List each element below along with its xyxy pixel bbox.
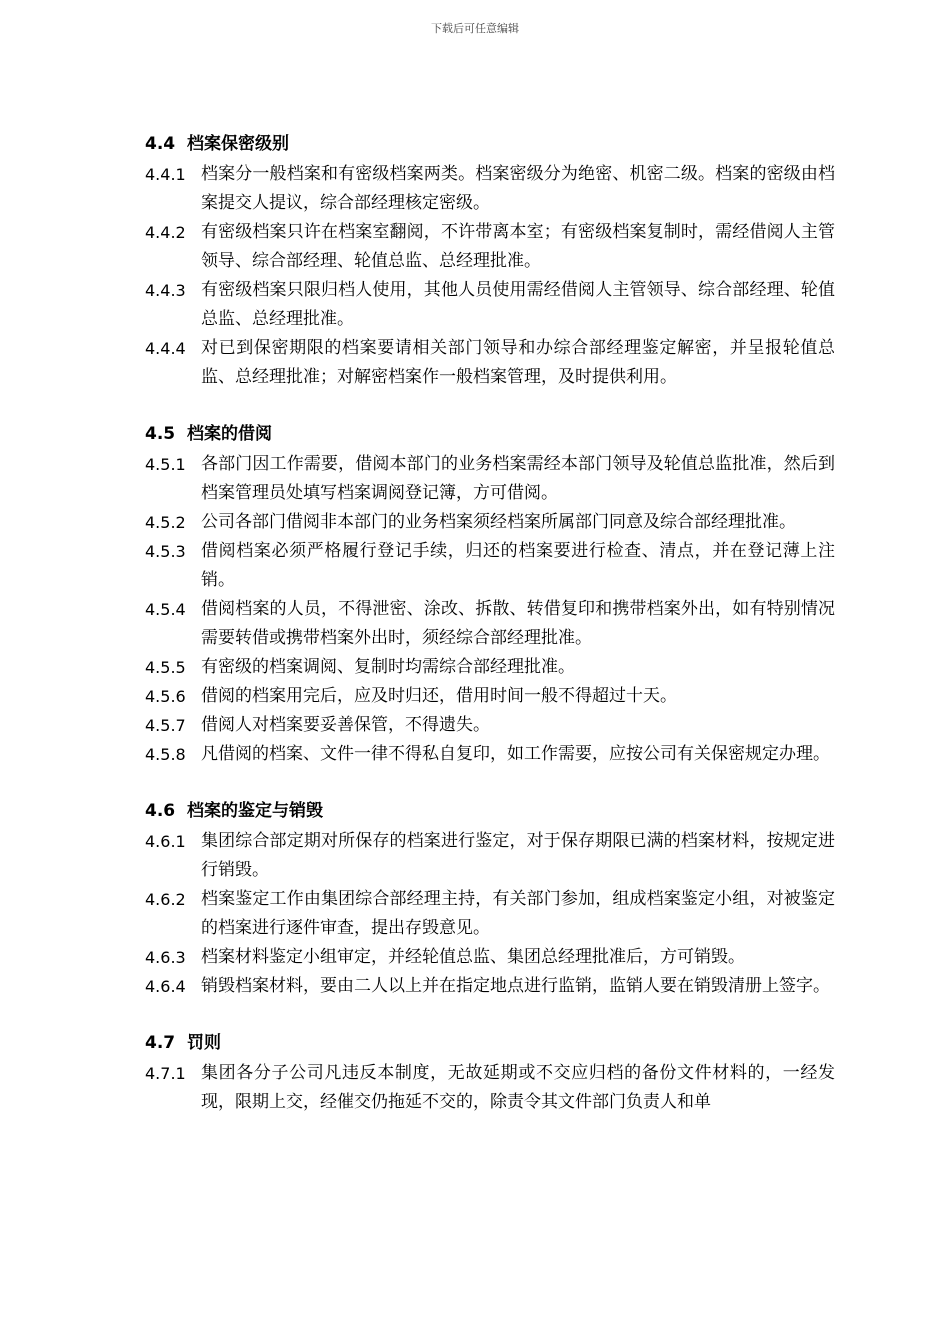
section-title: 档案的借阅	[187, 424, 272, 444]
clause-text: 公司各部门借阅非本部门的业务档案须经档案所属部门同意及综合部经理批准。	[201, 512, 796, 532]
clause-text: 有密级档案只许在档案室翻阅，不许带离本室；有密级档案复制时，需经借阅人主管领导、综合部经理、轮值总监、总经理批准。	[201, 222, 835, 271]
clause-item	[145, 827, 845, 885]
clause-number: 4.7.1	[145, 1064, 186, 1083]
clause-number: 4.6.2	[145, 890, 186, 909]
clause-text: 借阅档案的人员，不得泄密、涂改、拆散、转借复印和携带档案外出，如有特别情况需要转借或携带档案外出时，须经综合部经理批准。	[201, 599, 835, 648]
clause-text: 凡借阅的档案、文件一律不得私自复印，如工作需要，应按公司有关保密规定办理。	[201, 744, 830, 764]
clause-number: 4.6.4	[145, 977, 186, 996]
clause-text: 借阅人对档案要妥善保管，不得遗失。	[201, 715, 490, 735]
clause-item	[145, 1059, 845, 1117]
clause-number: 4.5.2	[145, 513, 186, 532]
clause-item	[145, 160, 845, 218]
clause-item	[145, 972, 845, 1001]
section-title: 罚则	[187, 1033, 221, 1053]
clause-number: 4.5.8	[145, 745, 186, 764]
clause-item	[145, 334, 845, 392]
clause-number: 4.4.2	[145, 223, 186, 242]
clause-text: 档案分一般档案和有密级档案两类。档案密级分为绝密、机密二级。档案的密级由档案提交人提议，综合部经理核定密级。	[201, 164, 835, 213]
clause-number: 4.5.7	[145, 716, 186, 735]
clause-text: 档案材料鉴定小组审定，并经轮值总监、集团总经理批准后，方可销毁。	[201, 947, 745, 967]
clause-number: 4.5.1	[145, 455, 186, 474]
clause-text: 借阅档案必须严格履行登记手续，归还的档案要进行检查、清点，并在登记薄上注销。	[201, 541, 835, 590]
section-4-5	[145, 419, 845, 769]
section-4-6	[145, 796, 845, 1001]
clause-number: 4.5.4	[145, 600, 186, 619]
clause-item	[145, 943, 845, 972]
clause-item	[145, 711, 845, 740]
section-number: 4.5	[145, 424, 176, 444]
clause-text: 对已到保密期限的档案要请相关部门领导和办综合部经理鉴定解密，并呈报轮值总监、总经理批准；对解密档案作一般档案管理，及时提供利用。	[201, 338, 835, 387]
clause-text: 集团各分子公司凡违反本制度，无故延期或不交应归档的备份文件材料的，一经发现，限期上交，经催交仍拖延不交的，除责令其文件部门负责人和单	[201, 1063, 835, 1112]
document-body	[145, 129, 845, 1117]
clause-number: 4.5.5	[145, 658, 186, 677]
section-number: 4.7	[145, 1033, 176, 1053]
clause-item	[145, 740, 845, 769]
clause-text: 档案鉴定工作由集团综合部经理主持，有关部门参加，组成档案鉴定小组，对被鉴定的档案进行逐件审查，提出存毁意见。	[201, 889, 835, 938]
clause-text: 各部门因工作需要，借阅本部门的业务档案需经本部门领导及轮值总监批准，然后到档案管理员处填写档案调阅登记簿，方可借阅。	[201, 454, 835, 503]
clause-number: 4.5.3	[145, 542, 186, 561]
section-4-7	[145, 1028, 845, 1117]
clause-text: 有密级档案只限归档人使用，其他人员使用需经借阅人主管领导、综合部经理、轮值总监、总经理批准。	[201, 280, 835, 329]
section-title: 档案保密级别	[187, 134, 289, 154]
section-heading	[145, 796, 845, 827]
clause-number: 4.4.4	[145, 339, 186, 358]
clause-item	[145, 508, 845, 537]
clause-text: 集团综合部定期对所保存的档案进行鉴定，对于保存期限已满的档案材料，按规定进行销毁。	[201, 831, 835, 880]
clause-number: 4.6.1	[145, 832, 186, 851]
clause-item	[145, 450, 845, 508]
clause-number: 4.4.1	[145, 165, 186, 184]
clause-item	[145, 276, 845, 334]
clause-text: 销毁档案材料，要由二人以上并在指定地点进行监销，监销人要在销毁清册上签字。	[201, 976, 830, 996]
clause-number: 4.4.3	[145, 281, 186, 300]
clause-number: 4.6.3	[145, 948, 186, 967]
section-4-4	[145, 129, 845, 392]
clause-text: 借阅的档案用完后，应及时归还，借用时间一般不得超过十天。	[201, 686, 677, 706]
page-header: 下载后可任意编辑	[431, 22, 519, 35]
clause-number: 4.5.6	[145, 687, 186, 706]
section-heading	[145, 1028, 845, 1059]
section-number: 4.6	[145, 801, 176, 821]
clause-item	[145, 682, 845, 711]
clause-item	[145, 537, 845, 595]
clause-item	[145, 885, 845, 943]
clause-text: 有密级的档案调阅、复制时均需综合部经理批准。	[201, 657, 575, 677]
section-heading	[145, 129, 845, 160]
clause-item	[145, 218, 845, 276]
clause-item	[145, 595, 845, 653]
clause-item	[145, 653, 845, 682]
section-heading	[145, 419, 845, 450]
section-number: 4.4	[145, 134, 176, 154]
section-title: 档案的鉴定与销毁	[187, 801, 323, 821]
